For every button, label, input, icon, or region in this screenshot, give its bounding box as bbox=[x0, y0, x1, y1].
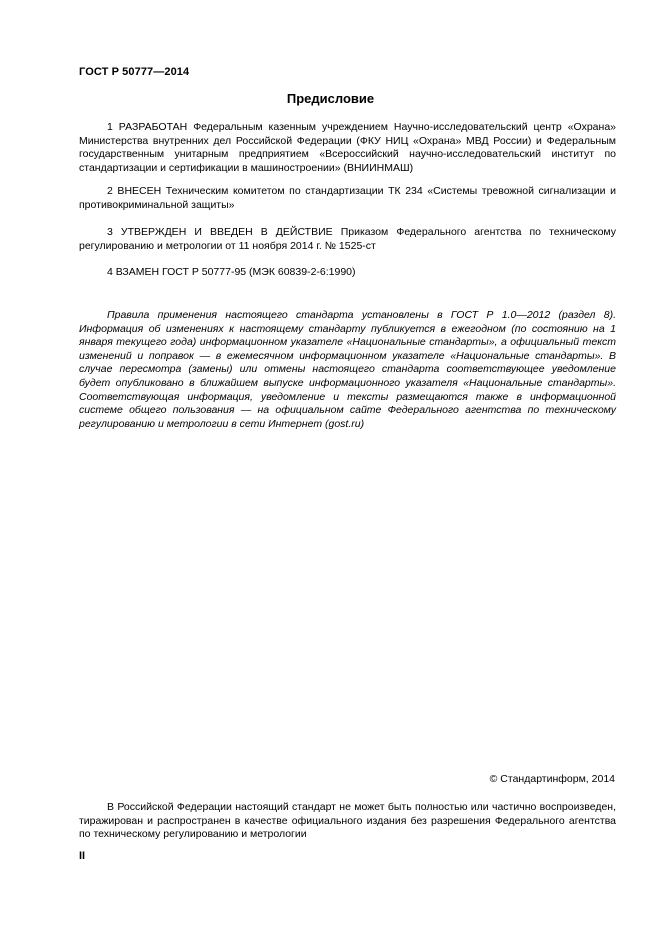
reproduction-notice: В Российской Федерации настоящий стандарт не может быть полностью или частично воспроизведен, тиражирован и распространен в качестве официального издания без разрешения Федерального агентства по техническому регулированию и метрологии bbox=[79, 801, 616, 841]
paragraph-replaces: 4 ВЗАМЕН ГОСТ Р 50777-95 (МЭК 60839-2-6:1990) bbox=[107, 266, 356, 278]
page-title: Предисловие bbox=[286, 91, 375, 106]
paragraph-introduced-by: 2 ВНЕСЕН Техническим комитетом по стандартизации ТК 234 «Системы тревожной сигнализации и противокриминальной защиты» bbox=[79, 185, 616, 211]
application-rules-notice: Правила применения настоящего стандарта установлены в ГОСТ Р 1.0—2012 (раздел 8). Информация об изменениях к настоящему стандарту публикуется в ежегодном (по состоянию на 1 января текущего года) информационном указателе «Национальные стандарты», а официальный текст изменений и поправок — в ежемесячном информационном указателе «Национальные стандарты». В случае пересмотра (замены) или отмены настоящего стандарта соответствующее уведомление будет опубликовано в ближайшем выпуске информационного указателя «Национальные стандарты». Соответствующая информация, уведомление и тексты размещаются также в информационной системе общего пользования — на официальном сайте Федерального агентства по техническому регулированию и метрологии в сети Интернет (gost.ru) bbox=[79, 309, 616, 430]
copyright-line: © Стандартинформ, 2014 bbox=[489, 773, 615, 785]
standard-number: ГОСТ Р 50777—2014 bbox=[79, 66, 190, 78]
paragraph-approved: 3 УТВЕРЖДЕН И ВВЕДЕН В ДЕЙСТВИЕ Приказом Федерального агентства по техническому регулированию и метрологии от 11 ноября 2014 г. № 1525-ст bbox=[79, 226, 616, 252]
page-number: II bbox=[79, 850, 86, 862]
paragraph-developed-by: 1 РАЗРАБОТАН Федеральным казенным учреждением Научно-исследовательский центр «Охрана» Министерства внутренних дел Российской Федерации (ФКУ НИЦ «Охрана» МВД России) и Федеральным государственным унитарным предприятием «Всероссийский научно-исследовательский институт по стандартизации и сертификации в машиностроении» (ВНИИНМАШ) bbox=[79, 121, 616, 174]
